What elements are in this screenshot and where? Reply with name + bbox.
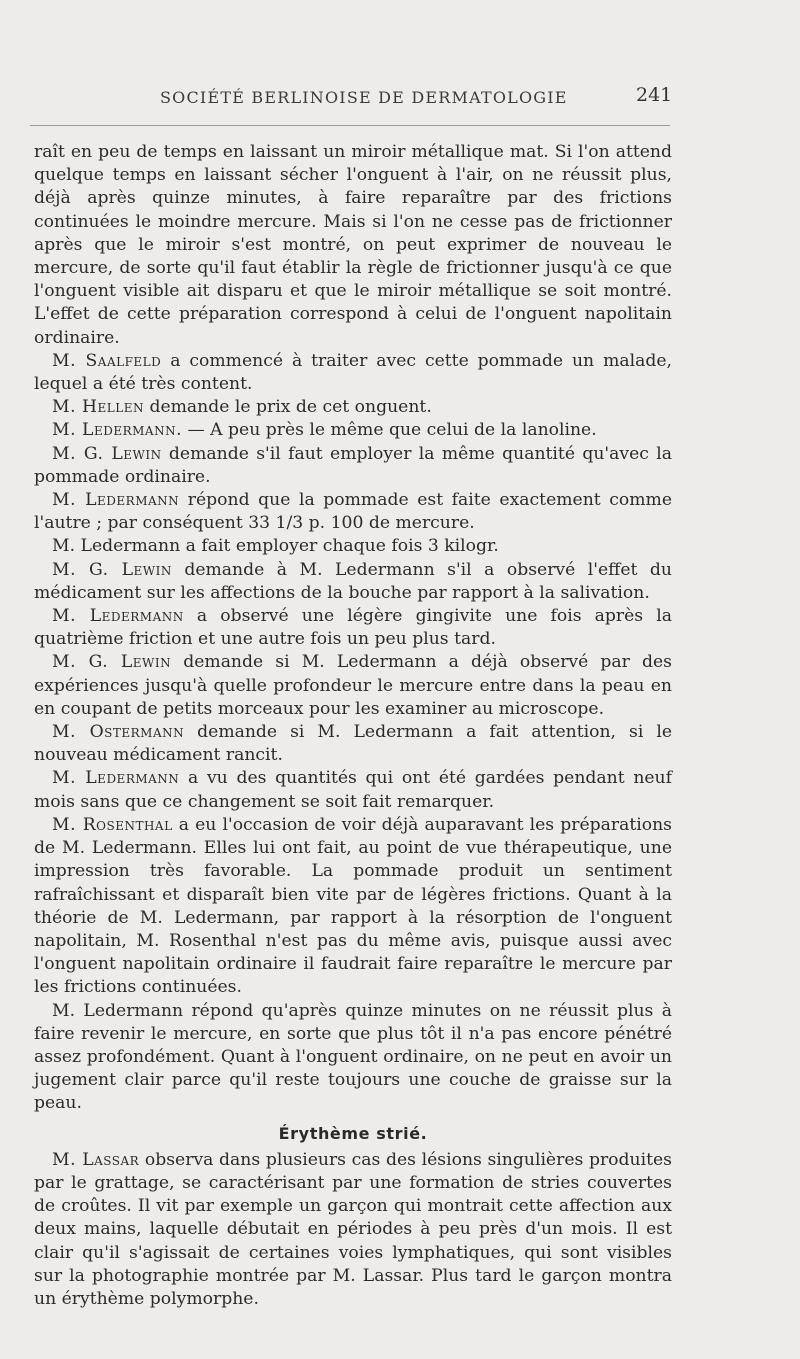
- running-title: SOCIÉTÉ BERLINOISE DE DERMATOLOGIE: [160, 88, 568, 107]
- speaker: M. Saalfeld: [52, 350, 162, 371]
- speaker: M. Ledermann: [52, 490, 180, 511]
- speaker: M. G. Lewin: [52, 443, 162, 464]
- speaker: M. G. Lewin: [52, 559, 172, 580]
- paragraph: M. Ledermann a vu des quantités qui ont été gardées pendant neuf mois sans que ce changement se soit fait remarquer.: [34, 768, 672, 812]
- paragraph: M. Rosenthal a eu l'occasion de voir déjà auparavant les préparations de M. Ledermann. Elles lui ont fait, au point de vue thérapeutique, une impression très favorable. La pommade produit un sentiment rafraîchissant et disparaît bien vite par de légères frictions. Quant à la théorie de M. Ledermann, par rapport à la résorption de l'onguent napolitain, M. Rosenthal n'est pas du même avis, puisque aussi avec l'onguent napolitain ordinaire il faudrait faire reparaître le mercure par les frictions continuées.: [34, 814, 673, 998]
- paragraph: M. Lassar observa dans plusieurs cas des lésions singulières produites par le grattage, se caractérisant par une formation de stries couvertes de croûtes. Il vit par exemple un garçon qui montrait cette affection aux deux mains, laquelle débutait en périodes à peu près d'un mois. Il est clair qu'il s'agissait de certaines voies lymphatiques, qui sont visibles sur la photographie montrée par M. Lassar. Plus tard le garçon montra un érythème polymorphe.: [34, 1149, 672, 1309]
- header-rule: [30, 125, 670, 126]
- paragraph: M. Saalfeld a commencé à traiter avec cette pommade un malade, lequel a été très content.: [34, 350, 673, 395]
- paragraph: raît en peu de temps en laissant un miroir métallique mat. Si l'on attend quelque temps en laissant sécher l'onguent à l'air, on ne réussit plus, déjà après quinze minutes, à faire reparaître par des frictions continuées le moindre mercure. Mais si l'on ne cesse pas de frictionner après que le miroir s'est montré, on peut exprimer de nouveau le mercure, de sorte qu'il faut établir la règle de frictionner jusqu'à ce que l'onguent visible ait disparu et que le miroir métallique se soit montré. L'effet de cette préparation correspond à celui de l'onguent napolitain ordinaire.: [34, 142, 672, 348]
- section-title: Érythème strié.: [278, 1123, 428, 1143]
- paragraph: M. G. Lewin demande à M. Ledermann s'il a observé l'effet du médicament sur les affections de la bouche par rapport à la salivation.: [34, 559, 672, 603]
- speaker: M. Ledermann.: [52, 420, 183, 441]
- paragraph: M. Ledermann a fait employer chaque fois 3 kilogr.: [52, 536, 499, 557]
- paragraph: M. Ledermann répond que la pommade est faite exactement comme l'autre ; par conséquent 33 1/3 p. 100 de mercure.: [34, 490, 672, 534]
- paragraph: M. Ledermann a observé une légère gingivite une fois après la quatrième friction et une autre fois un peu plus tard.: [34, 606, 672, 650]
- speaker: M. Rosenthal: [52, 814, 173, 835]
- page-number: 241: [636, 84, 673, 106]
- speaker: M. Ostermann: [52, 722, 185, 743]
- paragraph: M. Ledermann répond qu'après quinze minutes on ne réussit plus à faire revenir le mercure, en sorte que plus tôt il n'a pas encore pénétré assez profondément. Quant à l'onguent ordinaire, on ne peut en avoir un jugement clair parce qu'il reste toujours une couche de graisse sur la peau.: [34, 1000, 672, 1114]
- speaker: M. Ledermann: [52, 768, 180, 789]
- paragraph: M. Hellen demande le prix de cet onguent.: [52, 397, 432, 418]
- speaker: M. Lassar: [52, 1149, 140, 1170]
- paragraph: M. G. Lewin demande si M. Ledermann a déjà observé par des expériences jusqu'à quelle profondeur le mercure entre dans la peau en en coupant de petits morceaux pour les examiner au microscope.: [34, 652, 672, 719]
- paragraph: M. Ledermann. — A peu près le même que celui de la lanoline.: [52, 420, 597, 441]
- speaker: M. Hellen: [52, 397, 144, 418]
- speaker: M. Ledermann: [52, 606, 184, 627]
- body-text: [34, 141, 672, 1311]
- page-header: [0, 78, 800, 118]
- paragraph: M. G. Lewin demande s'il faut employer la même quantité qu'avec la pommade ordinaire.: [34, 443, 672, 487]
- paragraph: M. Ostermann demande si M. Ledermann a fait attention, si le nouveau médicament rancit.: [34, 722, 672, 766]
- speaker: M. G. Lewin: [52, 652, 172, 673]
